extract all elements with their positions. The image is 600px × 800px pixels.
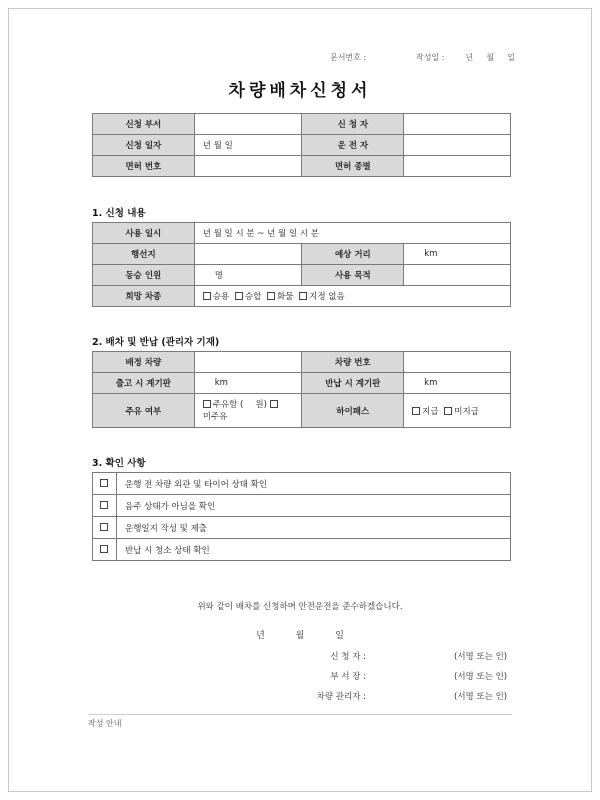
applicant-label: 신 청 자 (302, 114, 404, 135)
checkbox-icon (444, 407, 452, 415)
applicant-table (92, 113, 511, 177)
written-day: 일 (507, 53, 515, 62)
signature-label: 부 서 장 : (330, 672, 366, 682)
signature-dept-head (276, 670, 366, 682)
checklist-checkbox[interactable] (93, 539, 117, 561)
signature-note[interactable]: (서명 또는 인) (454, 672, 508, 682)
checkbox-icon (100, 545, 108, 553)
sign-year: 년 (256, 631, 265, 641)
written-date-label: 작성일 : (416, 53, 445, 62)
checklist-row (93, 539, 511, 561)
passengers-label: 동승 인원 (93, 265, 195, 286)
dept-label: 신청 부서 (93, 114, 195, 135)
applicant-field[interactable] (404, 114, 511, 135)
passengers-unit: 명 (214, 271, 223, 281)
license-no-field[interactable] (194, 156, 302, 177)
checkbox-icon (299, 292, 307, 300)
dispatch-table (92, 351, 511, 428)
dept-field[interactable] (194, 114, 302, 135)
car-type-option[interactable]: 승합 (235, 292, 261, 302)
car-no-field[interactable] (404, 352, 511, 373)
checklist-row (93, 473, 511, 495)
distance-unit: km (424, 249, 438, 259)
section1-title: 1. 신청 내용 (92, 208, 146, 219)
use-time-label: 사용 일시 (93, 223, 195, 244)
section3-title: 3. 확인 사항 (92, 458, 146, 469)
signature-note[interactable]: (서명 또는 인) (454, 692, 508, 702)
signature-label: 신 청 자 : (330, 652, 366, 662)
checklist-item: 반납 시 청소 상태 확인 (117, 539, 511, 561)
destination-label: 행선지 (93, 244, 195, 265)
pledge-text: 위와 같이 배차를 신청하며 안전운전을 준수하겠습니다. (197, 602, 403, 612)
hipass-label: 하이패스 (302, 394, 404, 428)
checkbox-icon (412, 407, 420, 415)
assigned-car-label: 배정 차량 (93, 352, 195, 373)
out-gauge-field[interactable] (194, 373, 302, 394)
fuel-option-filled[interactable]: 주유함 ( 원) (203, 400, 267, 410)
car-type-option[interactable]: 지정 없음 (299, 292, 345, 302)
car-type-option[interactable]: 승용 (203, 292, 229, 302)
passengers-field[interactable] (194, 265, 302, 286)
signature-label: 차량 관리자 : (316, 692, 366, 702)
sign-day: 일 (335, 631, 344, 641)
checklist-item: 음주 상태가 아님을 확인 (117, 495, 511, 517)
checklist-item: 운행일지 작성 및 제출 (117, 517, 511, 539)
license-no-label: 면허 번호 (93, 156, 195, 177)
hipass-option-not-given[interactable]: 미지급 (444, 407, 479, 417)
checklist-checkbox[interactable] (93, 517, 117, 539)
checkbox-icon (100, 501, 108, 509)
license-type-label: 면허 종별 (302, 156, 404, 177)
car-type-options (194, 286, 510, 307)
out-gauge-unit: km (214, 378, 228, 388)
return-gauge-label: 반납 시 계기판 (302, 373, 404, 394)
car-no-label: 차량 번호 (302, 352, 404, 373)
purpose-label: 사용 목적 (302, 265, 404, 286)
checkbox-icon (203, 292, 211, 300)
apply-date-field[interactable]: 년 월 일 (194, 135, 302, 156)
checkbox-icon (235, 292, 243, 300)
destination-field[interactable] (194, 244, 302, 265)
checklist-row (93, 495, 511, 517)
written-month: 월 (486, 53, 495, 62)
return-gauge-field[interactable] (404, 373, 511, 394)
sign-date (0, 628, 600, 641)
checklist-checkbox[interactable] (93, 473, 117, 495)
checklist-checkbox[interactable] (93, 495, 117, 517)
car-type-label: 희망 차종 (93, 286, 195, 307)
checkbox-icon (267, 292, 275, 300)
written-year: 년 (465, 53, 474, 62)
sign-month: 월 (295, 631, 305, 641)
signature-manager (276, 690, 366, 702)
checklist-table (92, 472, 511, 561)
distance-field[interactable] (404, 244, 511, 265)
checkbox-icon (100, 523, 108, 531)
driver-label: 운 전 자 (302, 135, 404, 156)
hipass-option-given[interactable]: 지급 (412, 407, 438, 417)
checkbox-icon (203, 400, 211, 408)
checkbox-icon (100, 479, 108, 487)
fuel-options (194, 394, 302, 428)
purpose-field[interactable] (404, 265, 511, 286)
fuel-option-none[interactable]: 미주유 (203, 400, 280, 422)
doc-number-label: 문서번호 : (330, 53, 367, 62)
checklist-row (93, 517, 511, 539)
checkbox-icon (270, 400, 278, 408)
doc-number (330, 52, 366, 63)
driver-field[interactable] (404, 135, 511, 156)
license-type-field[interactable] (404, 156, 511, 177)
apply-date-label: 신청 일자 (93, 135, 195, 156)
assigned-car-field[interactable] (194, 352, 302, 373)
checklist-item: 운행 전 차량 외관 및 타이어 상태 확인 (117, 473, 511, 495)
section2-title: 2. 배차 및 반납 (관리자 기재) (92, 337, 220, 348)
signature-applicant (276, 650, 366, 662)
return-gauge-unit: km (424, 378, 438, 388)
footer-note: 작성 안내 (88, 719, 122, 728)
request-table (92, 222, 511, 307)
fuel-label: 주유 여부 (93, 394, 195, 428)
distance-label: 예상 거리 (302, 244, 404, 265)
divider (88, 714, 512, 715)
signature-note[interactable]: (서명 또는 인) (454, 652, 508, 662)
written-date (416, 52, 515, 63)
car-type-option[interactable]: 화물 (267, 292, 293, 302)
use-time-field[interactable]: 년 월 일 시 분 ~ 년 월 일 시 분 (194, 223, 510, 244)
hipass-options (404, 394, 511, 428)
out-gauge-label: 출고 시 계기판 (93, 373, 195, 394)
page-title: 차량배차신청서 (228, 81, 372, 101)
